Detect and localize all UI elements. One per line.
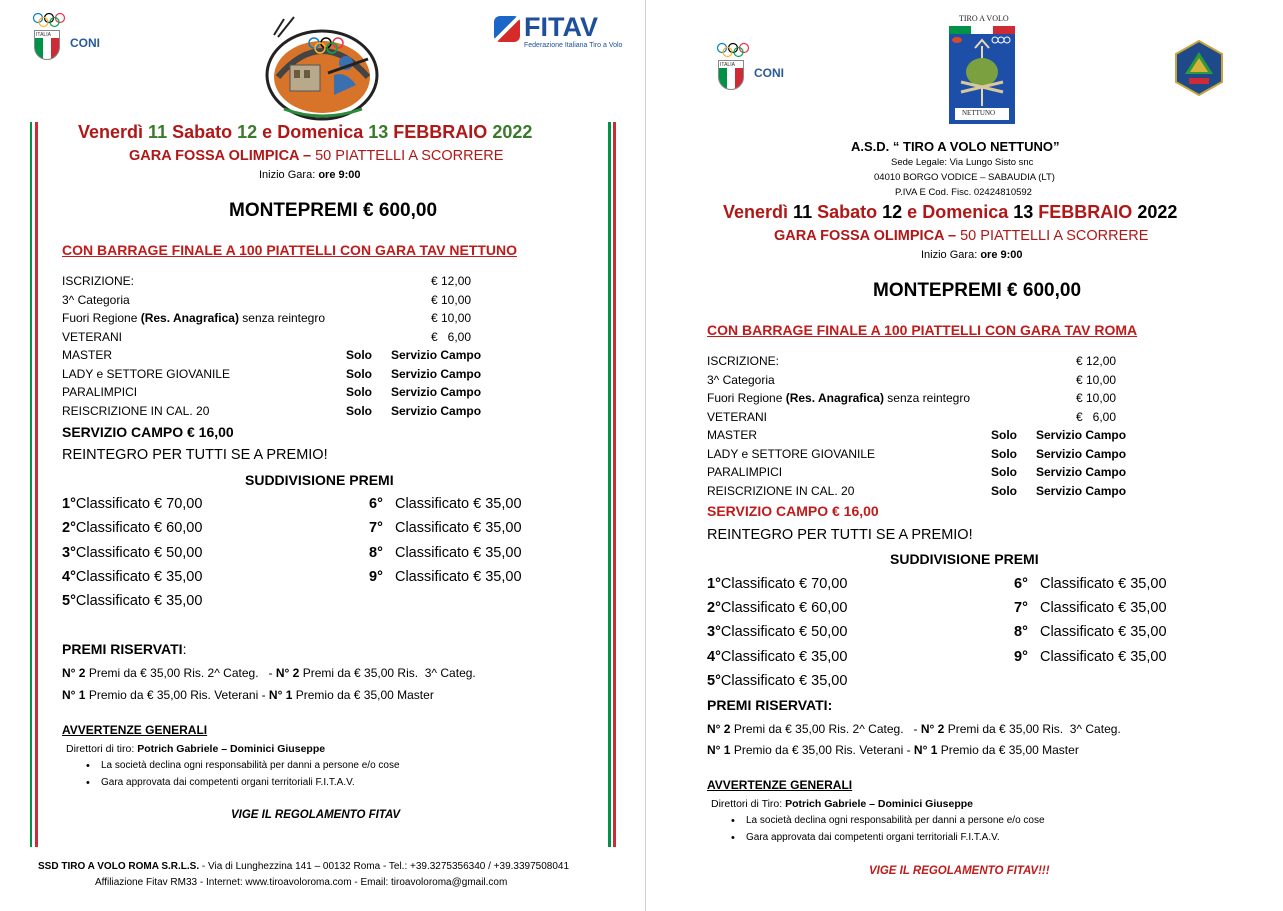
prize-item: 2°Classificato € 60,00 <box>62 520 203 536</box>
servizio-label: Servizio Campo <box>1036 465 1127 479</box>
olympic-rings-icon <box>32 12 68 28</box>
solo-label: Solo <box>991 465 1017 479</box>
nettuno-logo-bottom-text: NETTUNO <box>962 109 996 117</box>
fee-value: € 12,00 <box>1076 354 1117 368</box>
prize-item: 3°Classificato € 50,00 <box>707 624 848 640</box>
fitav-subtitle: Federazione Italiana Tiro a Volo <box>524 42 623 49</box>
fee-label: ISCRIZIONE: <box>707 354 780 368</box>
servizio-label: Servizio Campo <box>1036 484 1127 498</box>
regolamento-note: VIGE IL REGOLAMENTO FITAV <box>231 809 401 821</box>
italia-label: ITALIA <box>36 32 51 38</box>
prize-item: 4°Classificato € 35,00 <box>62 569 203 585</box>
servizio-label: Servizio Campo <box>391 404 482 418</box>
prize-item: 1°Classificato € 70,00 <box>62 496 203 512</box>
fitav-wordmark: FITAV <box>524 12 598 42</box>
premi-riservati-heading: PREMI RISERVATI: <box>707 697 833 713</box>
fee-label: 3^ Categoria <box>62 293 130 307</box>
avvertenze-heading: AVVERTENZE GENERALI <box>62 723 208 737</box>
event-dates-title: Venerdì 11 Sabato 12 e Domenica 13 FEBBRAIO 2022 <box>723 202 1178 222</box>
olympic-rings-icon <box>716 42 752 58</box>
barrage-heading: CON BARRAGE FINALE A 100 PIATTELLI CON GARA TAV NETTUNO <box>62 242 518 258</box>
club-name: A.S.D. “ TIRO A VOLO NETTUNO” <box>851 139 1060 154</box>
club-vat-line: P.IVA E Cod. Fisc. 02424810592 <box>895 187 1032 198</box>
servizio-campo-price: SERVIZIO CAMPO € 16,00 <box>707 503 879 519</box>
prize-item: 8° Classificato € 35,00 <box>1014 624 1167 640</box>
prize-item: 3°Classificato € 50,00 <box>62 545 203 561</box>
prize-item: 1°Classificato € 70,00 <box>707 576 848 592</box>
solo-label: Solo <box>346 348 372 362</box>
servizio-label: Servizio Campo <box>391 348 482 362</box>
riservati-line: N° 2 Premi da € 35,00 Ris. 2^ Categ. - N° 2 Premi da € 35,00 Ris. 3^ Categ. <box>707 722 1121 736</box>
fee-label: Fuori Regione (Res. Anagrafica) senza reintegro <box>707 391 971 405</box>
prize-item: 9° Classificato € 35,00 <box>1014 649 1167 665</box>
fee-label: VETERANI <box>707 410 768 424</box>
bullet-item: • Gara approvata dai competenti organi territoriali F.I.T.A.V. <box>101 777 355 788</box>
prize-item: 4°Classificato € 35,00 <box>707 649 848 665</box>
suddivisione-heading: SUDDIVISIONE PREMI <box>890 551 1039 567</box>
fee-value: € 10,00 <box>1076 373 1117 387</box>
reintegro-note: REINTEGRO PER TUTTI SE A PREMIO! <box>62 447 328 463</box>
direttori-line: Direttori di Tiro: Potrich Gabriele – Dominici Giuseppe <box>711 798 973 810</box>
italia-label: ITALIA <box>720 62 735 68</box>
montepremi-heading: MONTEPREMI € 600,00 <box>873 280 1082 301</box>
gara-subtitle: GARA FOSSA OLIMPICA – 50 PIATTELLI A SCORRERE <box>129 148 504 164</box>
solo-label: Solo <box>346 404 372 418</box>
servizio-campo-price: SERVIZIO CAMPO € 16,00 <box>62 424 234 440</box>
flag-border-right <box>608 122 616 847</box>
club-address-line: 04010 BORGO VODICE – SABAUDIA (LT) <box>874 172 1055 183</box>
club-address-line: Sede Legale: Via Lungo Sisto snc <box>891 157 1034 168</box>
fee-label: ISCRIZIONE: <box>62 274 135 288</box>
riservati-line: N° 1 Premio da € 35,00 Ris. Veterani - N° 1 Premio da € 35,00 Master <box>707 743 1079 757</box>
flag-border-left <box>30 122 38 847</box>
montepremi-heading: MONTEPREMI € 600,00 <box>229 200 438 221</box>
prize-item: 6° Classificato € 35,00 <box>369 496 522 512</box>
start-time: Inizio Gara: ore 9:00 <box>259 169 361 181</box>
category-label: MASTER <box>707 428 758 442</box>
fitav-shield-emblem <box>1175 40 1223 96</box>
category-label: REISCRIZIONE IN CAL. 20 <box>707 484 855 498</box>
club-footer-line1: SSD TIRO A VOLO ROMA S.R.L.S. - Via di Lunghezzina 141 – 00132 Roma - Tel.: +39.3275356340 / +39.3397508041 <box>38 861 570 872</box>
prize-item: 5°Classificato € 35,00 <box>62 593 203 609</box>
fee-value: € 6,00 <box>1076 410 1117 424</box>
prize-item: 7° Classificato € 35,00 <box>1014 600 1167 616</box>
fee-value: € 10,00 <box>1076 391 1117 405</box>
coni-label: CONI <box>754 66 784 80</box>
prize-item: 2°Classificato € 60,00 <box>707 600 848 616</box>
solo-label: Solo <box>991 428 1017 442</box>
solo-label: Solo <box>991 447 1017 461</box>
riservati-line: N° 2 Premi da € 35,00 Ris. 2^ Categ. - N° 2 Premi da € 35,00 Ris. 3^ Categ. <box>62 666 476 680</box>
start-time: Inizio Gara: ore 9:00 <box>921 249 1023 261</box>
category-label: REISCRIZIONE IN CAL. 20 <box>62 404 210 418</box>
prize-item: 8° Classificato € 35,00 <box>369 545 522 561</box>
prize-item: 7° Classificato € 35,00 <box>369 520 522 536</box>
event-dates-title: Venerdì 11 Sabato 12 e Domenica 13 FEBBRAIO 2022 <box>78 122 533 142</box>
premi-riservati-heading: PREMI RISERVATI: <box>62 641 187 657</box>
servizio-label: Servizio Campo <box>391 385 482 399</box>
fee-label: Fuori Regione (Res. Anagrafica) senza reintegro <box>62 311 326 325</box>
suddivisione-heading: SUDDIVISIONE PREMI <box>245 472 394 488</box>
prize-item: 9° Classificato € 35,00 <box>369 569 522 585</box>
tiro-a-volo-roma-logo <box>264 15 380 123</box>
bullet-item: • La società declina ogni responsabilità per danni a persone e/o cose <box>746 815 1045 826</box>
club-footer-line2: Affiliazione Fitav RM33 - Internet: www.tiroavoloroma.com - Email: tiroavoloroma@gmail.com <box>95 877 508 888</box>
nettuno-logo-top-text: TIRO A VOLO <box>959 14 1009 23</box>
bullet-item: • La società declina ogni responsabilità per danni a persone e/o cose <box>101 760 400 771</box>
servizio-label: Servizio Campo <box>1036 447 1127 461</box>
direttori-line: Direttori di tiro: Potrich Gabriele – Dominici Giuseppe <box>66 743 326 755</box>
fee-label: 3^ Categoria <box>707 373 775 387</box>
solo-label: Solo <box>346 367 372 381</box>
gara-subtitle: GARA FOSSA OLIMPICA – 50 PIATTELLI A SCORRERE <box>774 228 1149 244</box>
barrage-heading: CON BARRAGE FINALE A 100 PIATTELLI CON GARA TAV ROMA <box>707 322 1138 338</box>
prize-item: 5°Classificato € 35,00 <box>707 673 848 689</box>
right-flyer-page <box>646 0 1283 911</box>
category-label: PARALIMPICI <box>707 465 783 479</box>
coni-label: CONI <box>70 36 100 50</box>
solo-label: Solo <box>991 484 1017 498</box>
regolamento-note: VIGE IL REGOLAMENTO FITAV!!! <box>869 865 1050 877</box>
riservati-line: N° 1 Premio da € 35,00 Ris. Veterani - N° 1 Premio da € 35,00 Master <box>62 688 434 702</box>
fee-value: € 12,00 <box>431 274 472 288</box>
reintegro-note: REINTEGRO PER TUTTI SE A PREMIO! <box>707 527 973 543</box>
fee-value: € 10,00 <box>431 311 472 325</box>
category-label: LADY e SETTORE GIOVANILE <box>707 447 876 461</box>
fee-value: € 6,00 <box>431 330 472 344</box>
prize-item: 6° Classificato € 35,00 <box>1014 576 1167 592</box>
solo-label: Solo <box>346 385 372 399</box>
avvertenze-heading: AVVERTENZE GENERALI <box>707 778 853 792</box>
fitav-emblem-icon <box>494 16 520 42</box>
servizio-label: Servizio Campo <box>391 367 482 381</box>
fee-label: VETERANI <box>62 330 123 344</box>
servizio-label: Servizio Campo <box>1036 428 1127 442</box>
category-label: MASTER <box>62 348 113 362</box>
bullet-item: • Gara approvata dai competenti organi territoriali F.I.T.A.V. <box>746 832 1000 843</box>
category-label: PARALIMPICI <box>62 385 138 399</box>
category-label: LADY e SETTORE GIOVANILE <box>62 367 231 381</box>
fee-value: € 10,00 <box>431 293 472 307</box>
